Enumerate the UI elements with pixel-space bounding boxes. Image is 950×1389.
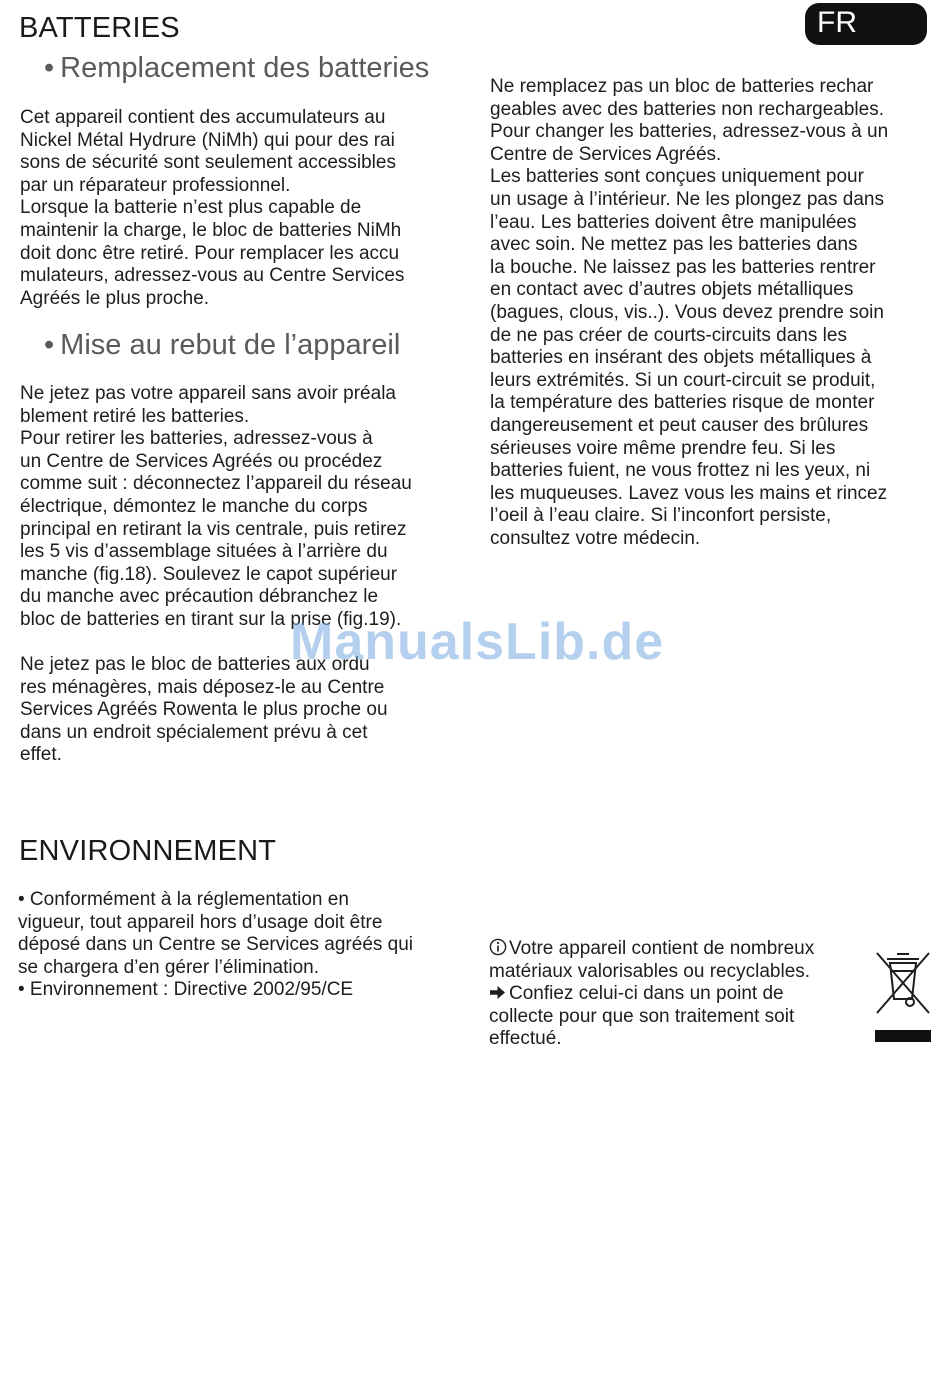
text-line: effet. [20, 744, 62, 766]
text-line: mulateurs, adressez-vous au Centre Services [20, 265, 405, 287]
text-line: maintenir la charge, le bloc de batteries NiMh [20, 219, 402, 241]
text-line: les 5 vis d’assemblage situées à l’arrière du [20, 541, 388, 563]
crossed-out-wheelie-bin-icon [874, 950, 932, 1049]
batteries-warning-paragraph [490, 76, 888, 550]
text-line: Pour changer les batteries, adressez-vous à un [490, 121, 889, 143]
info-line: Votre appareil contient de nombreux [509, 938, 815, 959]
text-line: Pour retirer les batteries, adressez-vous à [20, 428, 373, 450]
text-line: batteries fuient, ne vous frottez ni les yeux, ni [490, 460, 871, 482]
text-line: par un réparateur professionnel. [20, 174, 291, 196]
replacement-paragraph [20, 107, 404, 310]
text-line: (bagues, clous, vis..). Vous devez prendre soin [490, 301, 884, 323]
text-line: Agréés le plus proche. [20, 287, 210, 309]
text-line [489, 983, 814, 1006]
text-line: la bouche. Ne laissez pas les batteries rentrer [490, 256, 876, 278]
text-line: • Environnement : Directive 2002/95/CE [18, 979, 354, 1001]
text-line: Ne jetez pas le bloc de batteries aux ordu [20, 654, 370, 675]
text-line: l’oeil à l’eau claire. Si l’inconfort persiste, [490, 505, 832, 527]
text-line: avec soin. Ne mettez pas les batteries dans [490, 234, 858, 256]
text-line: se chargera d’en gérer l’élimination. [18, 956, 319, 978]
bullet: • [44, 52, 55, 84]
text-line: Cet appareil contient des accumulateurs au [20, 107, 386, 128]
disposal-heading-text: Mise au rebut de l’appareil [60, 329, 401, 361]
text-line: effectué. [489, 1028, 562, 1050]
text-line: vigueur, tout appareil hors d’usage doit être [18, 911, 383, 933]
text-line: l’eau. Les batteries doivent être manipulées [490, 211, 857, 233]
text-line: Lorsque la batterie n’est plus capable de [20, 197, 362, 219]
text-line: manche (fig.18). Soulevez le capot supérieur [20, 563, 398, 585]
text-line: en contact avec d’autres objets métalliques [490, 279, 854, 301]
text-line: les muqueuses. Lavez vous les mains et rincez [490, 482, 888, 504]
text-line: principal en retirant la vis centrale, puis retirez [20, 518, 407, 540]
text-line: dangereusement et peut causer des brûlures [490, 414, 869, 436]
recycling-paragraph [489, 938, 814, 1051]
text-line: dans un endroit spécialement prévu à cet [20, 721, 368, 743]
environment-title: ENVIRONNEMENT [19, 835, 277, 867]
text-line: batteries en insérant des objets métalliques à [490, 347, 872, 369]
disposal-paragraph [20, 383, 412, 632]
text-line: Les batteries sont conçues uniquement pour [490, 166, 864, 188]
environment-paragraph [18, 889, 413, 1002]
bullet: • [44, 329, 55, 361]
text-line: de ne pas créer de courts-circuits dans les [490, 324, 847, 346]
info-icon [489, 938, 509, 961]
text-line [489, 938, 814, 961]
text-line: consultez votre médecin. [490, 527, 701, 549]
text-line: res ménagères, mais déposez-le au Centre [20, 676, 385, 698]
text-line: un Centre de Services Agréés ou procédez [20, 450, 383, 472]
text-line: blement retiré les batteries. [20, 405, 250, 427]
text-line: Nickel Métal Hydrure (NiMh) qui pour des rai [20, 129, 395, 151]
text-line: un usage à l’intérieur. Ne les plongez pas dans [490, 188, 884, 210]
watermark: ManualsLib.de [290, 613, 665, 671]
text-line: comme suit : déconnectez l’appareil du réseau [20, 473, 412, 495]
text-line: matériaux valorisables ou recyclables. [489, 960, 811, 982]
text-line: bloc de batteries en tirant sur la prise (fig.19). [20, 608, 402, 630]
language-badge: FR [805, 3, 927, 45]
page-title: BATTERIES [19, 12, 180, 44]
text-line: geables avec des batteries non rechargeables. [490, 98, 884, 120]
text-line: Ne jetez pas votre appareil sans avoir préala [20, 383, 396, 404]
text-line: du manche avec précaution débranchez le [20, 586, 379, 608]
text-line: Services Agréés Rowenta le plus proche ou [20, 699, 388, 721]
collect-line: Confiez celui-ci dans un point de [509, 983, 784, 1005]
text-line: collecte pour que son traitement soit [489, 1005, 795, 1027]
text-line: sons de sécurité sont seulement accessibles [20, 152, 396, 174]
disposal-heading [44, 329, 400, 362]
text-line: doit donc être retiré. Pour remplacer les accu [20, 242, 400, 264]
text-line: électrique, démontez le manche du corps [20, 495, 368, 517]
text-line: déposé dans un Centre se Services agréés qui [18, 934, 414, 956]
text-line: Ne remplacez pas un bloc de batteries rechar [490, 76, 874, 97]
text-line: la température des batteries risque de monter [490, 392, 875, 414]
replacement-heading [44, 52, 429, 85]
replacement-heading-text: Remplacement des batteries [60, 52, 430, 84]
text-line: • Conformément à la réglementation en [18, 889, 349, 910]
text-line: sérieuses voire même prendre feu. Si les [490, 437, 836, 459]
arrow-right-icon [489, 983, 509, 1006]
text-line: Centre de Services Agréés. [490, 143, 722, 165]
text-line: leurs extrémités. Si un court-circuit se produit, [490, 369, 876, 391]
